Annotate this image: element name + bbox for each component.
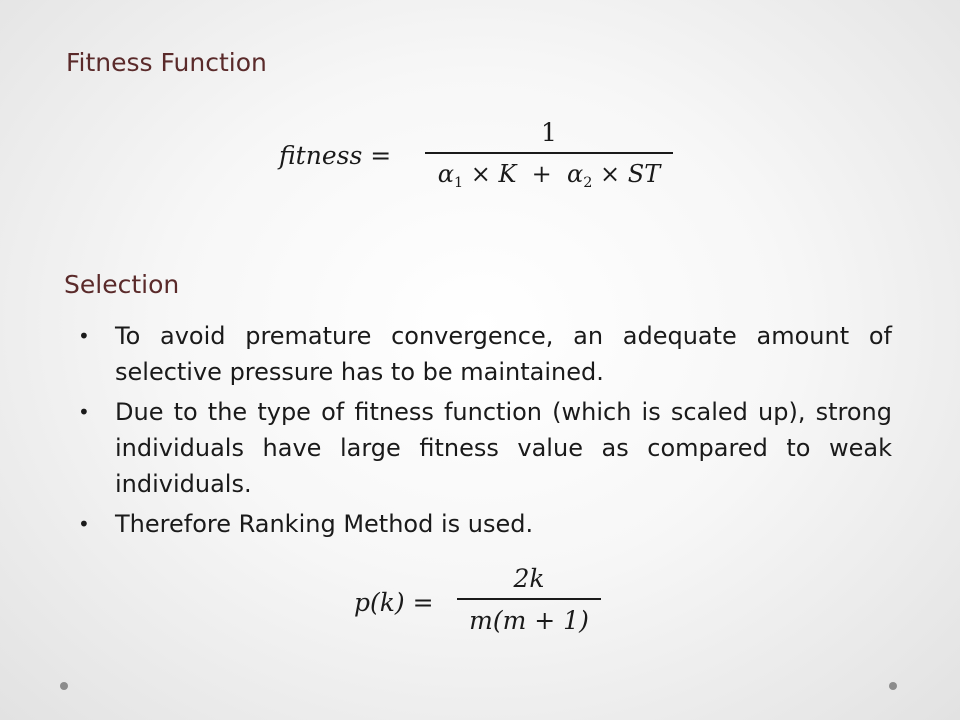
fitness-formula-denominator	[425, 160, 673, 191]
list-item	[76, 394, 892, 502]
alpha-1-subscript: 1	[453, 175, 464, 192]
list-item	[76, 506, 892, 542]
denominator-middle: × K +	[463, 160, 568, 188]
probability-formula-numerator: 2k	[513, 564, 545, 593]
selection-bullet-list	[76, 318, 892, 546]
probability-formula-fraction	[457, 560, 601, 635]
fitness-function-heading: Fitness Function	[66, 48, 267, 77]
ranking-probability-formula	[354, 560, 614, 644]
decorative-dot-right	[889, 682, 897, 690]
alpha-2-symbol: α	[567, 160, 584, 188]
fitness-formula-lhs: fitness =	[279, 141, 392, 170]
bullet-icon: •	[78, 512, 90, 536]
bullet-text: To avoid premature convergence, an adequate amount of selective pressure has to be maintained.	[115, 322, 892, 386]
alpha-2-subscript: 2	[583, 175, 593, 192]
denominator-end: × ST	[592, 160, 661, 188]
probability-formula-fraction-bar	[457, 598, 601, 600]
decorative-dot-left	[60, 682, 68, 690]
fitness-formula	[279, 114, 679, 204]
fitness-formula-fraction	[425, 114, 673, 191]
bullet-text: Due to the type of fitness function (which is scaled up), strong individuals have large fitness value as compared to weak individuals.	[115, 398, 892, 498]
probability-formula-lhs: p(k) =	[354, 588, 434, 617]
list-item	[76, 318, 892, 390]
selection-heading: Selection	[64, 270, 180, 299]
probability-formula-denominator: m(m + 1)	[469, 606, 589, 635]
fitness-formula-numerator: 1	[541, 118, 557, 147]
bullet-icon: •	[78, 324, 90, 348]
bullet-icon: •	[78, 400, 90, 424]
bullet-text: Therefore Ranking Method is used.	[115, 510, 534, 538]
alpha-1-symbol: α	[437, 160, 454, 188]
fitness-formula-fraction-bar	[425, 152, 673, 154]
